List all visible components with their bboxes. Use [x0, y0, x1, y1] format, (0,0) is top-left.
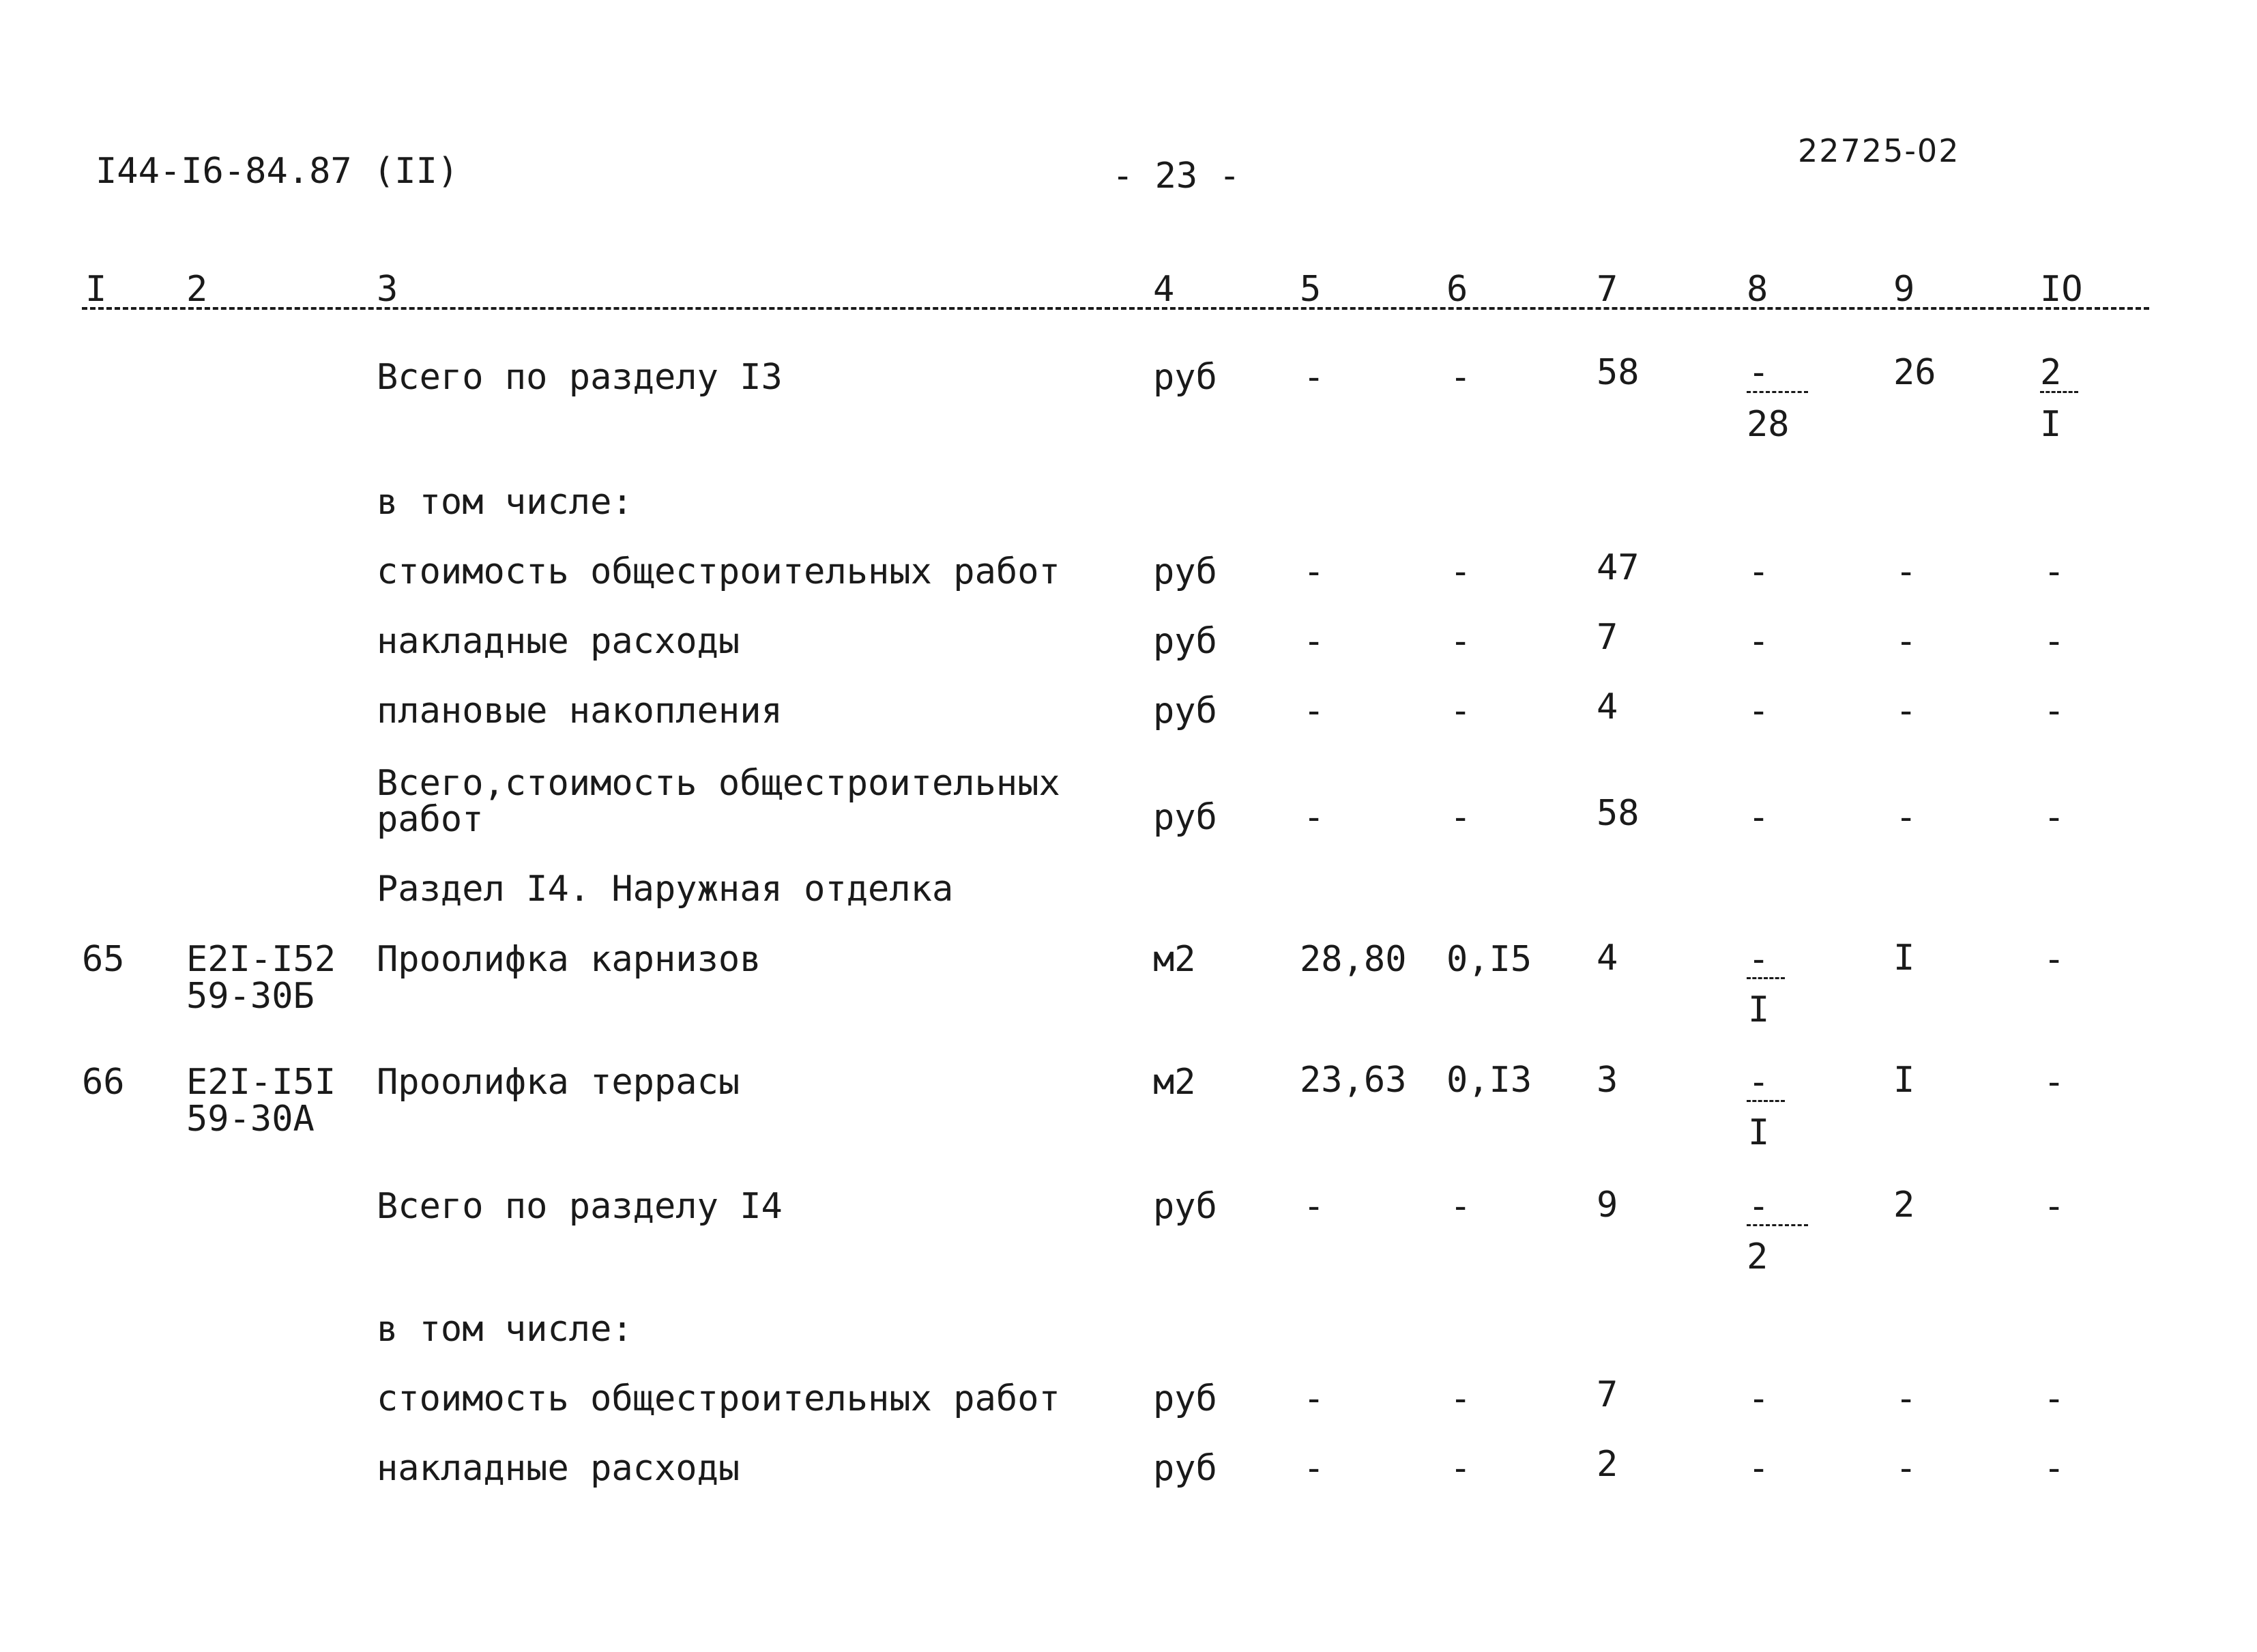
- row-col8: -: [1748, 551, 1770, 592]
- row-col5: -: [1303, 1186, 1325, 1227]
- row-col9: -: [1895, 1448, 1917, 1489]
- fraction-line: [1747, 391, 1808, 393]
- row-unit: руб: [1153, 691, 1217, 731]
- row-col10: -: [2043, 621, 2065, 662]
- row-name: Проолифка карнизов: [377, 939, 761, 980]
- row-col5: -: [1303, 797, 1325, 838]
- column-header: I: [85, 269, 107, 310]
- row-col10-bottom: I: [2040, 404, 2062, 445]
- row-code: Е2I-I52: [186, 939, 336, 980]
- row-col9: -: [1895, 621, 1917, 662]
- row-col8-top: -: [1748, 1186, 1770, 1227]
- row-col9: 26: [1893, 352, 1936, 393]
- row-name: накладные расходы: [377, 1448, 740, 1489]
- row-code: Е2I-I5I: [186, 1062, 336, 1103]
- row-col10: -: [2043, 1448, 2065, 1489]
- row-col6: -: [1450, 551, 1472, 592]
- row-col9: -: [1895, 797, 1917, 838]
- row-col8: -: [1748, 621, 1770, 662]
- fraction-line: [1747, 1224, 1808, 1226]
- row-col9: -: [1895, 1378, 1917, 1419]
- row-col8-bottom: I: [1748, 989, 1770, 1030]
- row-name: накладные расходы: [377, 621, 740, 662]
- row-name: в том числе:: [377, 1309, 633, 1350]
- row-col9: I: [1893, 1060, 1915, 1101]
- row-name: плановые накопления: [377, 691, 783, 731]
- row-unit: руб: [1153, 1448, 1217, 1489]
- row-code-continued: 59-30А: [186, 1099, 315, 1140]
- row-name: Проолифка террасы: [377, 1062, 740, 1103]
- row-col8-top: -: [1748, 1062, 1770, 1103]
- row-unit: руб: [1153, 357, 1217, 398]
- row-col7: 47: [1597, 547, 1640, 588]
- row-col6: -: [1450, 1448, 1472, 1489]
- column-header: 3: [377, 269, 398, 310]
- row-col8-top: -: [1748, 939, 1770, 980]
- row-unit: руб: [1153, 1378, 1217, 1419]
- row-col7: 7: [1597, 1374, 1618, 1415]
- row-col10: -: [2043, 939, 2065, 980]
- row-name: Всего,стоимость общестроительных: [377, 763, 1060, 804]
- column-header: 9: [1893, 269, 1915, 310]
- row-number: 65: [82, 939, 125, 980]
- row-col10: -: [2043, 691, 2065, 731]
- row-col7: 3: [1597, 1060, 1618, 1101]
- row-unit: руб: [1153, 1186, 1217, 1227]
- row-col5: -: [1303, 1378, 1325, 1419]
- row-col7: 58: [1597, 793, 1640, 834]
- row-col5: 28,80: [1300, 939, 1407, 980]
- row-col9: 2: [1893, 1185, 1915, 1226]
- row-name: Всего по разделу I3: [377, 357, 783, 398]
- row-col7: 9: [1597, 1185, 1618, 1226]
- row-col5: -: [1303, 357, 1325, 398]
- row-col6: 0,I3: [1446, 1060, 1532, 1101]
- row-col10-top: 2: [2040, 352, 2062, 393]
- row-col7: 58: [1597, 352, 1640, 393]
- row-col9: -: [1895, 691, 1917, 731]
- fraction-line: [1747, 977, 1785, 979]
- header-dashed-rule: [82, 307, 2149, 310]
- row-col5: -: [1303, 691, 1325, 731]
- row-col9: -: [1895, 551, 1917, 592]
- row-col5: 23,63: [1300, 1060, 1407, 1101]
- row-col5: -: [1303, 1448, 1325, 1489]
- column-header: 4: [1153, 269, 1175, 310]
- row-col6: -: [1450, 621, 1472, 662]
- row-unit: руб: [1153, 621, 1217, 662]
- fraction-line: [2040, 391, 2078, 393]
- row-col8: -: [1748, 1448, 1770, 1489]
- row-col7: 4: [1597, 686, 1618, 727]
- row-unit: руб: [1153, 797, 1217, 838]
- column-header: 2: [186, 269, 208, 310]
- row-col5: -: [1303, 551, 1325, 592]
- row-col8-bottom: 2: [1747, 1236, 1768, 1277]
- row-name: Всего по разделу I4: [377, 1186, 783, 1227]
- section-heading: Раздел I4. Наружная отделка: [377, 869, 954, 910]
- row-name: стоимость общестроительных работ: [377, 1378, 1060, 1419]
- row-col7: 2: [1597, 1444, 1618, 1485]
- column-header: 6: [1446, 269, 1468, 310]
- fraction-line: [1747, 1100, 1785, 1102]
- row-col8-bottom: I: [1748, 1112, 1770, 1153]
- row-number: 66: [82, 1062, 125, 1103]
- row-col6: -: [1450, 797, 1472, 838]
- column-header: 7: [1597, 269, 1618, 310]
- document-code: I44-I6-84.87 (II): [96, 151, 459, 192]
- row-col9: I: [1893, 938, 1915, 979]
- row-col7: 4: [1597, 938, 1618, 979]
- row-name: стоимость общестроительных работ: [377, 551, 1060, 592]
- row-col8-bottom: 28: [1747, 404, 1790, 445]
- row-col6: -: [1450, 1186, 1472, 1227]
- row-col8-top: -: [1748, 352, 1770, 393]
- row-col10: -: [2043, 1062, 2065, 1103]
- column-header: 8: [1747, 269, 1768, 310]
- row-col7: 7: [1597, 617, 1618, 658]
- row-name: в том числе:: [377, 482, 633, 523]
- column-header: IO: [2040, 269, 2083, 310]
- row-col6: -: [1450, 691, 1472, 731]
- row-col6: -: [1450, 1378, 1472, 1419]
- row-col10: -: [2043, 1378, 2065, 1419]
- row-col10: -: [2043, 551, 2065, 592]
- row-unit: м2: [1153, 939, 1196, 980]
- page-number: - 23 -: [1112, 156, 1240, 197]
- row-unit: м2: [1153, 1062, 1196, 1103]
- row-col8: -: [1748, 691, 1770, 731]
- column-header: 5: [1300, 269, 1322, 310]
- row-name-continued: работ: [377, 799, 484, 840]
- row-col8: -: [1748, 1378, 1770, 1419]
- row-unit: руб: [1153, 551, 1217, 592]
- row-code-continued: 59-30Б: [186, 976, 315, 1017]
- row-col6: -: [1450, 357, 1472, 398]
- row-col6: 0,I5: [1446, 939, 1532, 980]
- row-col10: -: [2043, 797, 2065, 838]
- row-col5: -: [1303, 621, 1325, 662]
- row-col10: -: [2043, 1186, 2065, 1227]
- row-col8: -: [1748, 797, 1770, 838]
- archive-stamp: 22725-02: [1798, 132, 1960, 169]
